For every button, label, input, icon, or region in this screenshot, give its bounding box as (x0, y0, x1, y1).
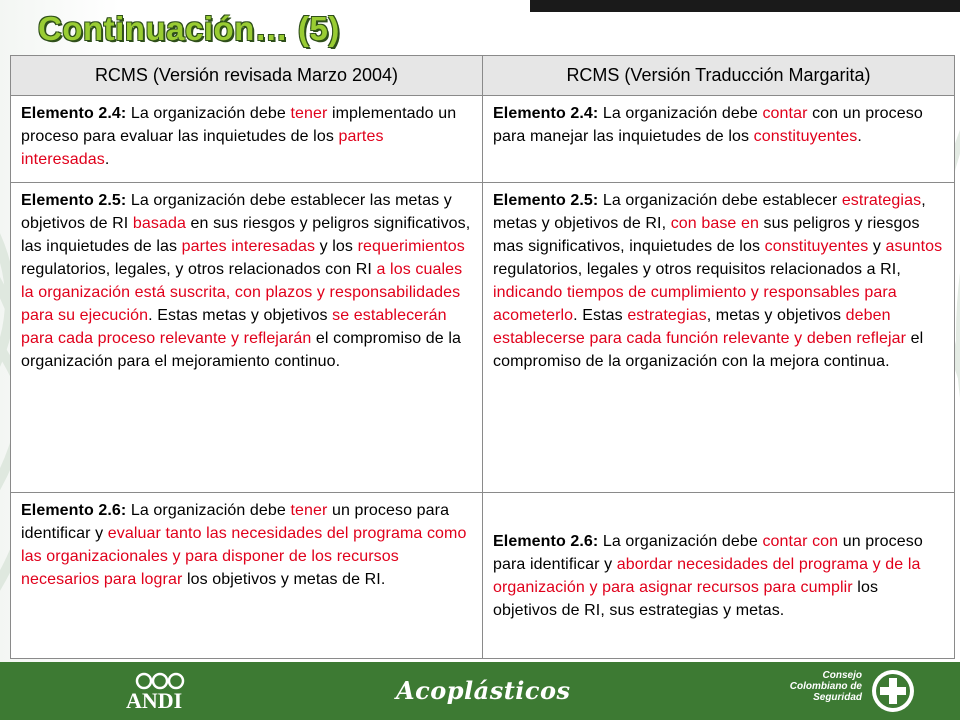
cell-element-2-6-revised (11, 493, 483, 659)
highlighted-text: partes interesadas (21, 128, 384, 168)
cell-element-2-4-revised (11, 96, 483, 183)
body-text: los objetivos y metas de RI. (182, 571, 386, 588)
consejo-colombiano-text (770, 670, 862, 703)
body-text: La organización debe (598, 105, 763, 122)
element-label: Elemento 2.6: (493, 532, 599, 550)
andi-logo (120, 670, 200, 714)
table-row (11, 183, 955, 493)
cell-element-2-5-revised (11, 183, 483, 493)
body-text: implementado un proceso para evaluar las inquietudes de los (21, 105, 457, 145)
highlighted-text: con base en (670, 215, 759, 232)
highlighted-text: contar (762, 105, 808, 122)
highlighted-text: asuntos (885, 238, 943, 255)
body-text: La organización debe (126, 502, 291, 519)
slide-title: Continuación… (5) (38, 10, 340, 47)
body-text: . (857, 128, 862, 145)
body-text: , metas y objetivos de RI, (493, 192, 926, 232)
element-label: Elemento 2.4: (493, 105, 599, 122)
body-text: un proceso para identificar y (21, 502, 450, 542)
andi-logo-text: ANDI (126, 688, 183, 713)
highlighted-text: tener (290, 105, 328, 122)
ccs-line-2: Colombiano de (789, 681, 862, 692)
ccs-line-3: Seguridad (813, 692, 862, 703)
consejo-colombiano-logo (770, 666, 950, 718)
body-text: con un proceso para manejar las inquietudes de los (493, 105, 923, 145)
highlighted-text: constituyentes (753, 128, 858, 145)
highlighted-text: se establecerán para cada proceso relevante y reflejarán (21, 307, 447, 347)
safety-cross-icon (870, 668, 916, 714)
column-header-revised: RCMS (Versión revisada Marzo 2004) (11, 56, 483, 96)
highlighted-text: estrategias (841, 192, 922, 209)
body-text: regulatorios, legales, y otros relacionados con RI (21, 261, 377, 278)
highlighted-text: requerimientos (357, 238, 465, 255)
element-label: Elemento 2.6: (21, 502, 127, 519)
acoplasticos-logo: Acoplásticos (396, 676, 571, 705)
body-text: sus peligros y riesgos mas significativos, inquietudes de los (493, 215, 920, 255)
body-text: y (868, 238, 886, 255)
body-text: el compromiso de la organización con la mejora continua. (493, 330, 924, 370)
body-text: . Estas (573, 307, 628, 324)
highlighted-text: basada (132, 215, 186, 232)
element-label: Elemento 2.4: (21, 105, 127, 122)
body-text: , metas y objetivos (706, 307, 846, 324)
body-text: . Estas metas y objetivos (148, 307, 333, 324)
highlighted-text: partes interesadas (181, 238, 316, 255)
body-text: los objetivos de RI, sus estrategias y metas. (493, 578, 879, 619)
cell-element-2-6-translation (483, 493, 955, 659)
body-text: el compromiso de la organización para el mejoramiento continuo. (21, 330, 462, 370)
element-label: Elemento 2.5: (493, 192, 599, 209)
highlighted-text: estrategias (627, 307, 707, 324)
body-text: La organización debe (126, 105, 291, 122)
element-label: Elemento 2.5: (21, 192, 127, 209)
highlighted-text: constituyentes (764, 238, 869, 255)
highlighted-text: indicando tiempos de cumplimiento y responsables para acometerlo (493, 284, 897, 324)
highlighted-text: tener (290, 502, 328, 519)
table-header-row (11, 56, 955, 96)
body-text: un proceso para identificar y (493, 532, 923, 573)
comparison-table (10, 55, 955, 659)
highlighted-text: abordar necesidades del programa y de la organización y para asignar recursos para cumplir (493, 555, 921, 596)
body-text: La organización debe establecer las metas y objetivos de RI (21, 192, 452, 232)
body-text: en sus riesgos y peligros significativos, las inquietudes de las (21, 215, 471, 255)
highlighted-text: deben establecerse para cada función relevante y deben reflejar (493, 307, 907, 347)
ccs-line-1: Consejo (822, 670, 862, 681)
table-row (11, 96, 955, 183)
highlighted-text: evaluar tanto las necesidades del programa como las organizacionales y para disponer de los recursos necesarios para lograr (21, 525, 467, 588)
top-dark-bar (530, 0, 960, 12)
table-row (11, 493, 955, 659)
highlighted-text: a los cuales la organización está suscrita, con plazos y responsabilidades para su ejecución (21, 261, 463, 324)
body-text: La organización debe establecer (598, 192, 842, 209)
body-text: regulatorios, legales y otros requisitos relacionados a RI, (493, 261, 901, 278)
column-header-translation: RCMS (Versión Traducción Margarita) (483, 56, 955, 96)
cell-element-2-4-translation (483, 96, 955, 183)
highlighted-text: contar con (762, 532, 839, 550)
body-text: La organización debe (598, 532, 763, 550)
body-text: . (104, 151, 110, 168)
body-text: y los (315, 238, 358, 255)
cell-element-2-5-translation (483, 183, 955, 493)
